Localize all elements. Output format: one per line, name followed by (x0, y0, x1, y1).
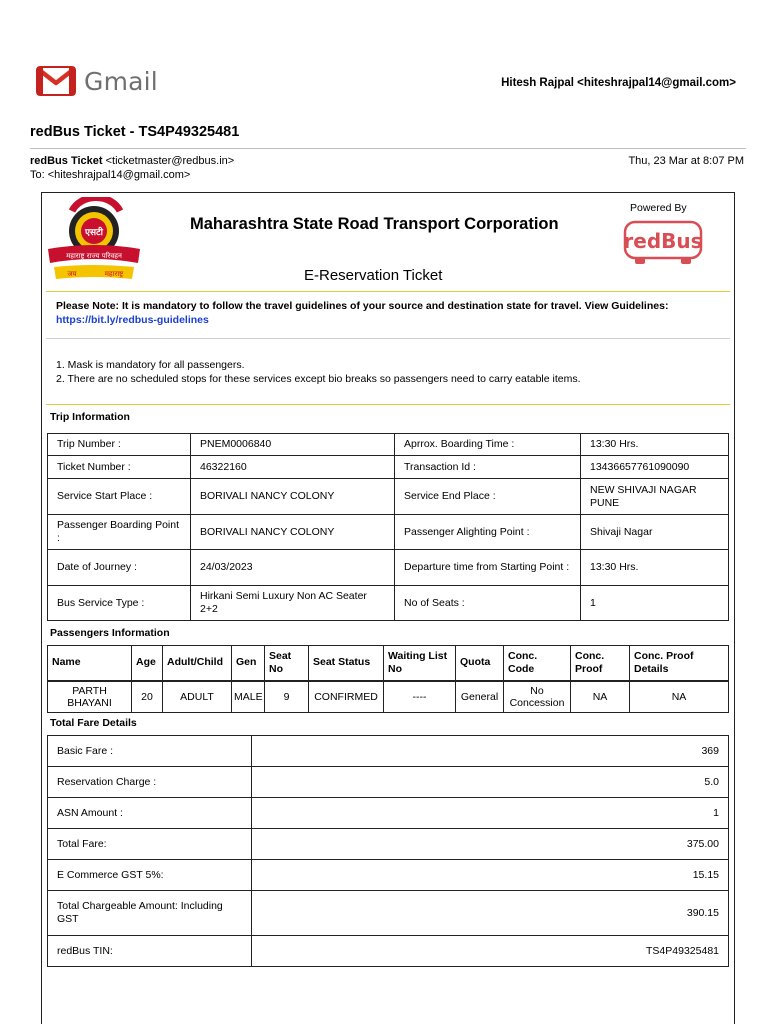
table-row (48, 681, 729, 713)
email-subject: redBus Ticket - TS4P49325481 (30, 124, 240, 140)
column-header: Quota (456, 646, 504, 681)
table-row (48, 479, 729, 515)
e-reservation-title: E-Reservation Ticket (304, 267, 443, 284)
fare-details-label: Total Fare Details (50, 717, 137, 729)
header-divider (30, 148, 746, 149)
field-value: 13:30 Hrs. (581, 550, 729, 586)
table-header-row (48, 646, 729, 681)
seat-number: 9 (265, 681, 309, 713)
table-row (48, 767, 729, 798)
fare-label: Total Chargeable Amount: Including GST (48, 891, 252, 936)
field-value: Shivaji Nagar (581, 515, 729, 550)
guideline-item: 1. Mask is mandatory for all passengers. (56, 359, 245, 371)
field-label: Service Start Place : (48, 479, 191, 515)
divider (46, 291, 730, 292)
passenger-name: PARTH BHAYANI (48, 681, 132, 713)
field-value: Hirkani Semi Luxury Non AC Seater 2+2 (191, 586, 395, 621)
passenger-gender: MALE (232, 681, 265, 713)
field-label: Bus Service Type : (48, 586, 191, 621)
redbus-logo-text: redBus (623, 229, 703, 253)
seat-status: CONFIRMED (309, 681, 384, 713)
passenger-type: ADULT (163, 681, 232, 713)
field-value: BORIVALI NANCY COLONY (191, 515, 395, 550)
gmail-m-icon (36, 66, 76, 96)
corporation-title: Maharashtra State Road Transport Corporation (190, 215, 559, 233)
field-value: 24/03/2023 (191, 550, 395, 586)
fare-value: 390.15 (252, 891, 729, 936)
trip-info-table (47, 433, 729, 621)
field-label: Trip Number : (48, 434, 191, 456)
guidelines-note (56, 300, 716, 327)
field-label: Date of Journey : (48, 550, 191, 586)
fare-table (47, 735, 729, 967)
column-header: Conc. Proof Details (630, 646, 729, 681)
column-header: Conc. Code (504, 646, 571, 681)
fare-value: 15.15 (252, 860, 729, 891)
divider (46, 404, 730, 405)
field-label: Service End Place : (395, 479, 581, 515)
email-to: To: <hiteshrajpal14@gmail.com> (30, 169, 191, 181)
fare-label: redBus TIN: (48, 936, 252, 967)
field-label: Passenger Alighting Point : (395, 515, 581, 550)
table-row (48, 936, 729, 967)
quota: General (456, 681, 504, 713)
table-row (48, 586, 729, 621)
field-label: Passenger Boarding Point : (48, 515, 191, 550)
table-row (48, 515, 729, 550)
fare-value: 369 (252, 736, 729, 767)
passengers-info-label: Passengers Information (50, 627, 170, 639)
field-label: Ticket Number : (48, 456, 191, 479)
table-row (48, 736, 729, 767)
fare-label: Total Fare: (48, 829, 252, 860)
column-header: Name (48, 646, 132, 681)
fare-label: Reservation Charge : (48, 767, 252, 798)
fare-value: 1 (252, 798, 729, 829)
passengers-table (47, 645, 729, 713)
table-row (48, 456, 729, 479)
emblem-right-text: महाराष्ट्र (104, 270, 124, 278)
field-label: Aprrox. Boarding Time : (395, 434, 581, 456)
ticket-container (41, 192, 735, 1024)
column-header: Age (132, 646, 163, 681)
column-header: Gen (232, 646, 265, 681)
guidelines-link[interactable]: https://bit.ly/redbus-guidelines (56, 313, 209, 326)
field-label: No of Seats : (395, 586, 581, 621)
table-row (48, 829, 729, 860)
fare-label: E Commerce GST 5%: (48, 860, 252, 891)
divider (46, 338, 730, 339)
field-value: 1 (581, 586, 729, 621)
field-value: NEW SHIVAJI NAGAR PUNE (581, 479, 729, 515)
note-text: Please Note: It is mandatory to follow the travel guidelines of your source and destination state for travel. View Guidelines: (56, 300, 669, 312)
sender-name: redBus Ticket (30, 155, 103, 167)
emblem-banner-text: महाराष्ट्र राज्य परिवहन (66, 252, 122, 260)
column-header: Conc. Proof (571, 646, 630, 681)
guidelines-list (56, 359, 581, 386)
email-date: Thu, 23 Mar at 8:07 PM (628, 155, 744, 167)
fare-label: ASN Amount : (48, 798, 252, 829)
column-header: Seat No (265, 646, 309, 681)
table-row (48, 860, 729, 891)
fare-value: TS4P49325481 (252, 936, 729, 967)
guideline-item: 2. There are no scheduled stops for these services except bio breaks so passengers need to carry eatable items. (56, 372, 581, 385)
concession-code: No Concession (504, 681, 571, 713)
field-value: 46322160 (191, 456, 395, 479)
fare-label: Basic Fare : (48, 736, 252, 767)
table-row (48, 798, 729, 829)
concession-proof: NA (571, 681, 630, 713)
passenger-age: 20 (132, 681, 163, 713)
concession-proof-details: NA (630, 681, 729, 713)
table-row (48, 434, 729, 456)
fare-value: 5.0 (252, 767, 729, 798)
gmail-logo (36, 66, 158, 96)
gmail-wordmark: Gmail (84, 66, 158, 96)
trip-info-label: Trip Information (50, 411, 130, 423)
table-row (48, 550, 729, 586)
column-header: Waiting List No (384, 646, 456, 681)
field-value: 13436657761090090 (581, 456, 729, 479)
field-value: 13:30 Hrs. (581, 434, 729, 456)
waiting-list-number: ---- (384, 681, 456, 713)
field-label: Transaction Id : (395, 456, 581, 479)
email-from (30, 155, 234, 167)
powered-by-label: Powered By (630, 202, 687, 214)
emblem-left-text: जय (67, 270, 77, 278)
msrtc-emblem-icon (44, 197, 144, 283)
column-header: Seat Status (309, 646, 384, 681)
account-name: Hitesh Rajpal <hiteshrajpal14@gmail.com> (501, 77, 736, 89)
column-header: Adult/Child (163, 646, 232, 681)
field-value: BORIVALI NANCY COLONY (191, 479, 395, 515)
redbus-logo-icon (622, 219, 704, 265)
field-value: PNEM0006840 (191, 434, 395, 456)
emblem-center-text: एसटी (85, 228, 103, 238)
field-label: Departure time from Starting Point : (395, 550, 581, 586)
fare-value: 375.00 (252, 829, 729, 860)
table-row (48, 891, 729, 936)
sender-address: <ticketmaster@redbus.in> (105, 155, 235, 167)
